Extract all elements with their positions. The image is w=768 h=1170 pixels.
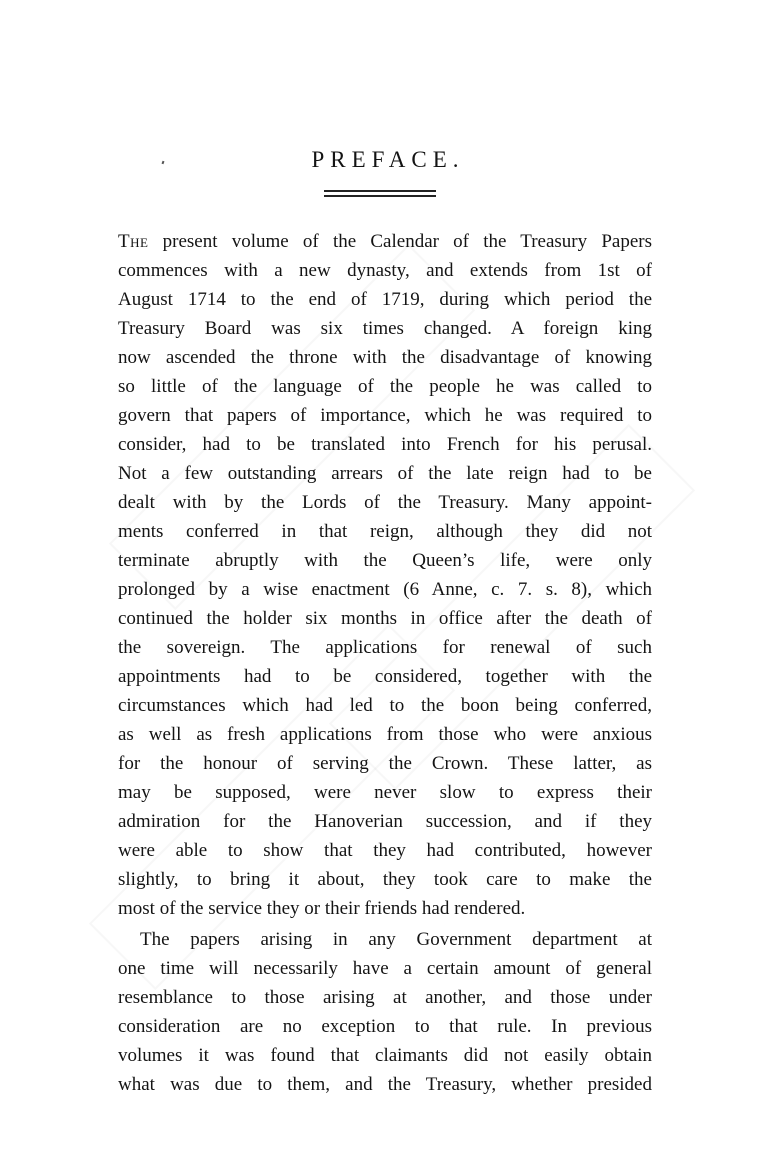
text-line: govern that papers of importance, which he was required to: [118, 405, 652, 426]
text-line: dealt with by the Lords of the Treasury. Many appoint-: [118, 492, 652, 513]
title-rule-top: [324, 190, 436, 192]
paragraph-2: [118, 925, 652, 1099]
text-line: August 1714 to the end of 1719, during which period the: [118, 289, 652, 310]
text-line: what was due to them, and the Treasury, whether presided: [118, 1074, 652, 1095]
text-line: admiration for the Hanoverian succession, and if they: [118, 811, 652, 832]
text-line: resemblance to those arising at another, and those under: [118, 987, 652, 1008]
text-line: now ascended the throne with the disadvantage of knowing: [118, 347, 652, 368]
lead-word: The: [118, 231, 149, 252]
text-line: continued the holder six months in office after the death of: [118, 608, 652, 629]
text-line: may be supposed, were never slow to express their: [118, 782, 652, 803]
text-line: so little of the language of the people he was called to: [118, 376, 652, 397]
text-line: the sovereign. The applications for renewal of such: [118, 637, 652, 658]
paragraph-1: [118, 227, 652, 923]
text-line: slightly, to bring it about, they took care to make the: [118, 869, 652, 890]
text-line: were able to show that they had contributed, however: [118, 840, 652, 861]
text-line: consideration are no exception to that rule. In previous: [118, 1016, 652, 1037]
text-line: Treasury Board was six times changed. A foreign king: [118, 318, 652, 339]
title-rule-bottom: [324, 195, 436, 197]
text-line: terminate abruptly with the Queen’s life, were only: [118, 550, 652, 571]
text-line: Not a few outstanding arrears of the late reign had to be: [118, 463, 652, 484]
text-line: circumstances which had led to the boon being conferred,: [118, 695, 652, 716]
text-line: consider, had to be translated into French for his perusal.: [118, 434, 652, 455]
text-line: one time will necessarily have a certain amount of general: [118, 958, 652, 979]
text-line: The papers arising in any Government department at: [140, 929, 652, 950]
text-line: volumes it was found that claimants did not easily obtain: [118, 1045, 652, 1066]
text-line: appointments had to be considered, together with the: [118, 666, 652, 687]
text-line: commences with a new dynasty, and extends from 1st of: [118, 260, 652, 281]
text-line: ments conferred in that reign, although they did not: [118, 521, 652, 542]
text-line: most of the service they or their friends had rendered.: [118, 898, 526, 919]
text-line: for the honour of serving the Crown. These latter, as: [118, 753, 652, 774]
text-line: The present volume of the Calendar of the Treasury Papers: [118, 231, 652, 252]
text-line: prolonged by a wise enactment (6 Anne, c. 7. s. 8), which: [118, 579, 652, 600]
text-line: as well as fresh applications from those who were anxious: [118, 724, 652, 745]
page-title: PREFACE.: [311, 147, 465, 172]
